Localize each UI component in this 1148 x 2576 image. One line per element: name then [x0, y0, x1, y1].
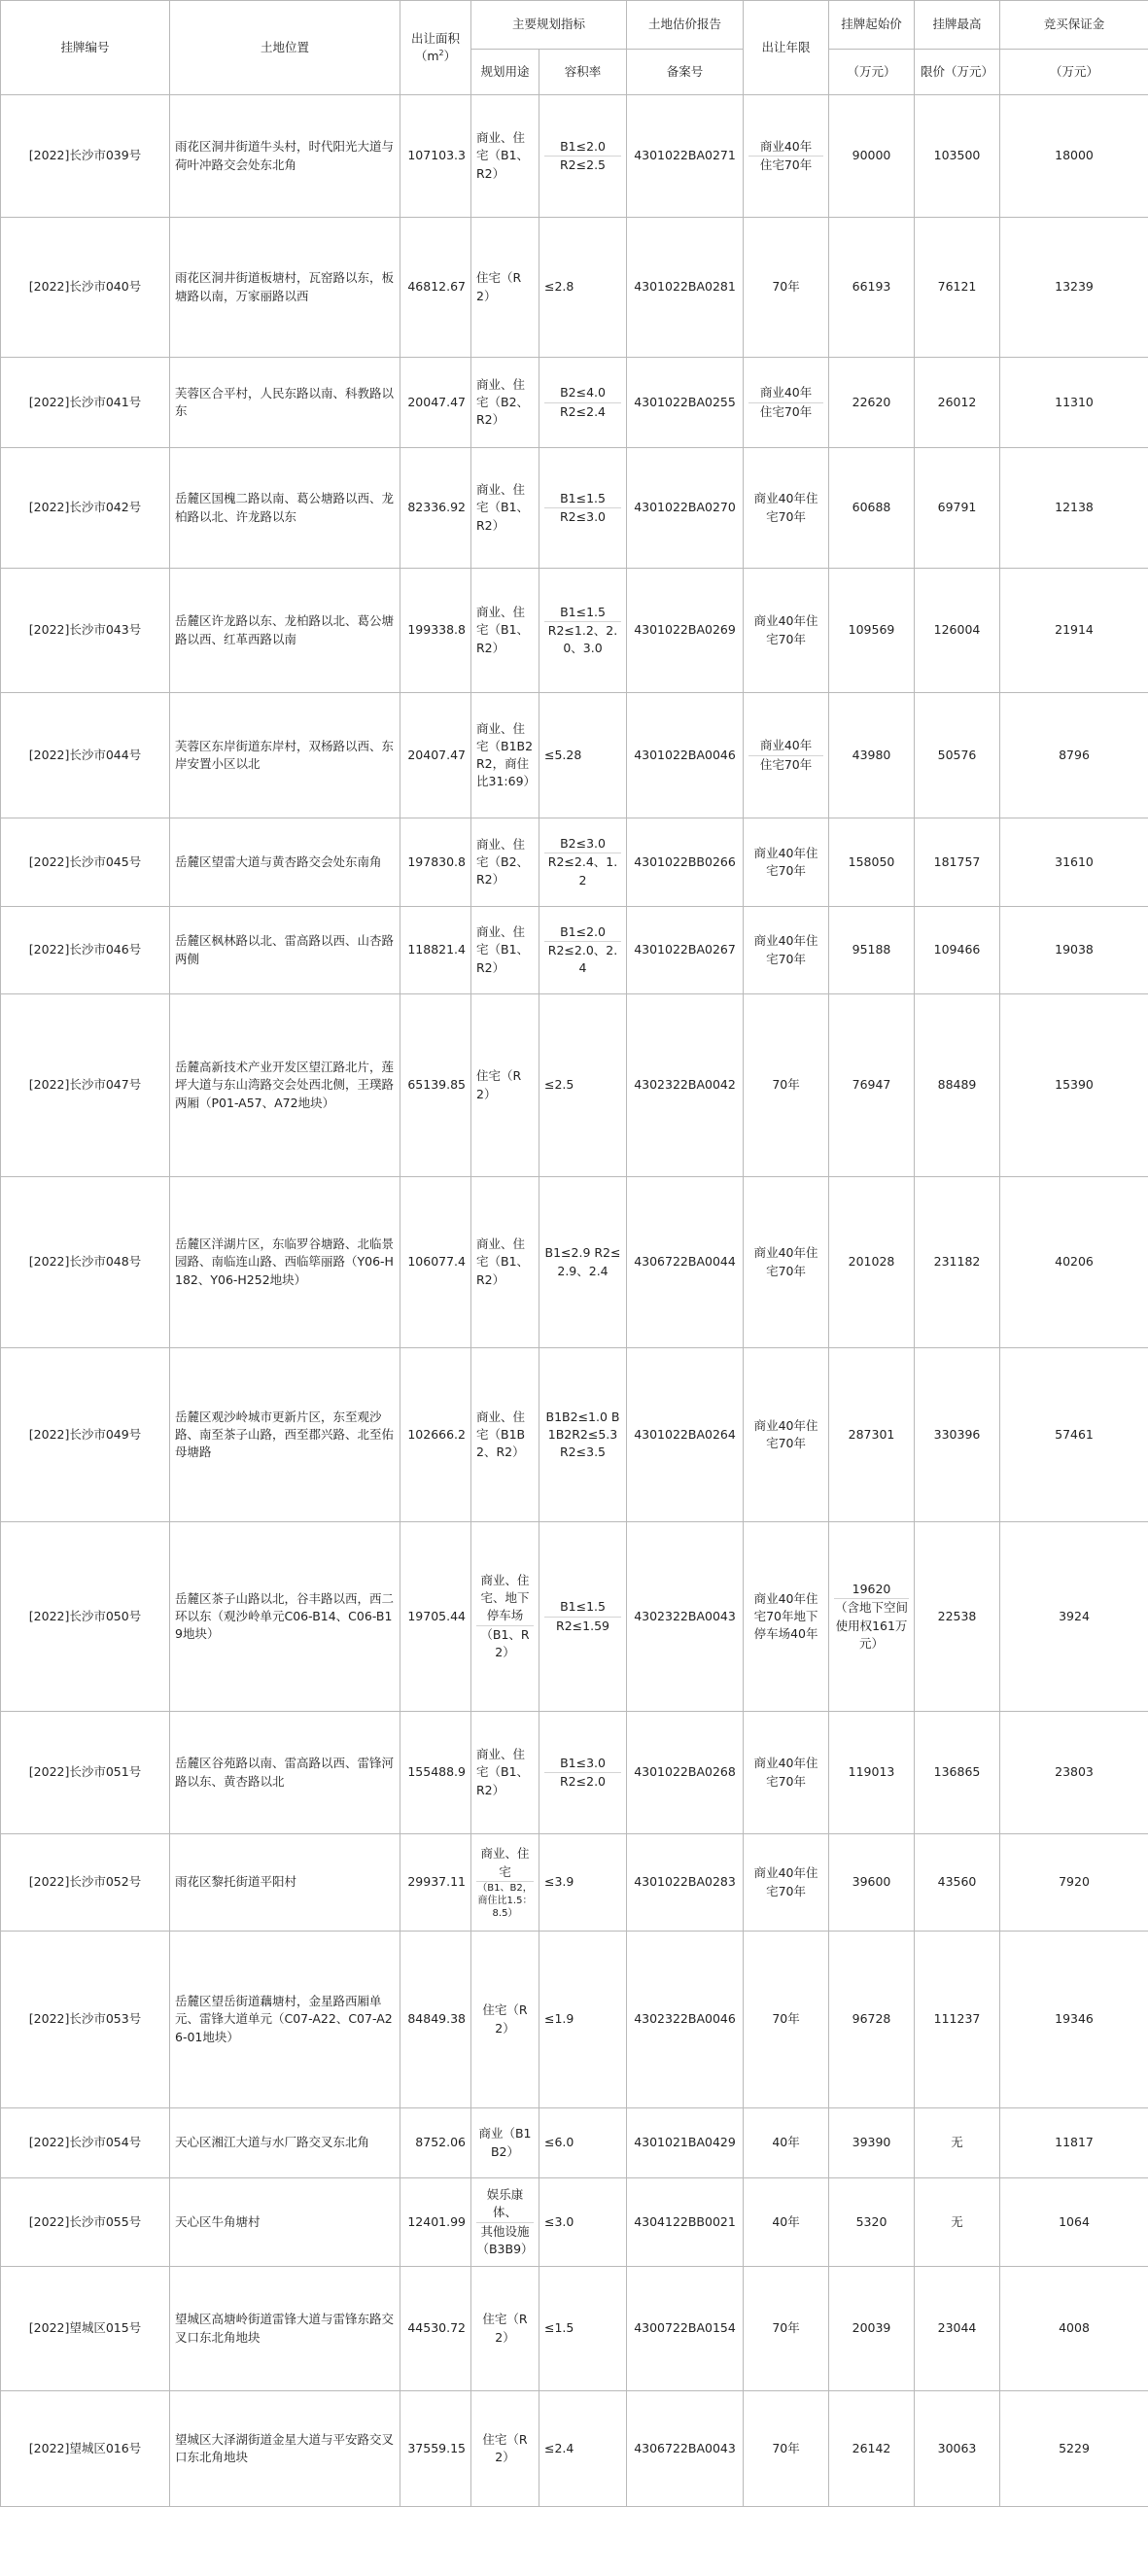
- cell-term: 70年: [744, 218, 829, 358]
- cell-area: 107103.3: [400, 95, 471, 218]
- cell-code: [2022]长沙市045号: [1, 818, 170, 907]
- cell-term: 商业40年住宅70年地下停车场40年: [744, 1522, 829, 1712]
- far-line: R2≤2.0、2.4: [544, 941, 621, 977]
- cell-term: [744, 693, 829, 818]
- start-note: （含地下空间使用权161万元）: [834, 1598, 909, 1652]
- term-line: 住宅70年: [748, 755, 823, 774]
- cell-deposit: 57461: [1000, 1348, 1148, 1522]
- cell-deposit: 1064: [1000, 2178, 1148, 2267]
- cell-report: 4301022BA0255: [627, 358, 744, 448]
- cell-area: 20047.47: [400, 358, 471, 448]
- cell-area: 19705.44: [400, 1522, 471, 1712]
- cell-report: 4302322BA0046: [627, 1932, 744, 2108]
- cell-deposit: 19038: [1000, 907, 1148, 994]
- table-row: [1, 693, 1148, 818]
- cell-max: 330396: [915, 1348, 1000, 1522]
- cell-area: 84849.38: [400, 1932, 471, 2108]
- far-line: B1≤2.0: [560, 138, 606, 154]
- cell-max: 50576: [915, 693, 1000, 818]
- cell-max: 103500: [915, 95, 1000, 218]
- cell-code: [2022]长沙市050号: [1, 1522, 170, 1712]
- cell-start: 39390: [829, 2108, 915, 2178]
- far-line: B1≤1.5: [560, 1599, 606, 1615]
- header-deposit: 竞买保证金: [1000, 1, 1148, 50]
- header-max: 挂牌最高: [915, 1, 1000, 50]
- header-area: [400, 1, 471, 95]
- cell-max: 76121: [915, 218, 1000, 358]
- cell-far: ≤2.4: [539, 2391, 627, 2507]
- far-line: R2≤3.0: [544, 507, 621, 526]
- cell-area: 46812.67: [400, 218, 471, 358]
- cell-term: 商业40年住宅70年: [744, 1177, 829, 1348]
- cell-term: 商业40年住宅70年: [744, 1834, 829, 1932]
- far-line: B2≤4.0: [560, 385, 606, 400]
- cell-location: 望城区高塘岭街道雷锋大道与雷锋东路交叉口东北角地块: [170, 2267, 400, 2391]
- cell-far: ≤6.0: [539, 2108, 627, 2178]
- cell-start: 95188: [829, 907, 915, 994]
- cell-report: 4301022BA0283: [627, 1834, 744, 1932]
- cell-term: [744, 358, 829, 448]
- cell-term: 70年: [744, 2391, 829, 2507]
- cell-report: 4301022BA0264: [627, 1348, 744, 1522]
- cell-far: ≤3.0: [539, 2178, 627, 2267]
- header-start-unit: （万元）: [829, 50, 915, 95]
- cell-use: 住宅（R2）: [471, 994, 539, 1177]
- cell-max: 26012: [915, 358, 1000, 448]
- cell-use: 商业、住宅（B1、R2）: [471, 95, 539, 218]
- table-row: [1, 569, 1148, 693]
- table-row: [1, 907, 1148, 994]
- cell-area: 106077.4: [400, 1177, 471, 1348]
- cell-location: 岳麓区许龙路以东、龙柏路以北、葛公塘路以西、红革西路以南: [170, 569, 400, 693]
- cell-far: [539, 1522, 627, 1712]
- cell-location: 望城区大泽湖街道金星大道与平安路交叉口东北角地块: [170, 2391, 400, 2507]
- cell-far: [539, 818, 627, 907]
- cell-report: 4301022BB0266: [627, 818, 744, 907]
- cell-max: 126004: [915, 569, 1000, 693]
- header-report-no: 备案号: [627, 50, 744, 95]
- cell-use: 住宅（R2）: [471, 2391, 539, 2507]
- table-row: [1, 95, 1148, 218]
- cell-term: 商业40年住宅70年: [744, 448, 829, 569]
- cell-start: 109569: [829, 569, 915, 693]
- cell-far: ≤3.9: [539, 1834, 627, 1932]
- cell-max: 88489: [915, 994, 1000, 1177]
- cell-start: 43980: [829, 693, 915, 818]
- cell-start: [829, 1522, 915, 1712]
- far-line: R2≤2.4: [544, 402, 621, 421]
- cell-location: 雨花区黎托街道平阳村: [170, 1834, 400, 1932]
- use-line: 其他设施（B3B9）: [476, 2222, 534, 2258]
- cell-start: 66193: [829, 218, 915, 358]
- cell-report: 4301022BA0268: [627, 1712, 744, 1834]
- far-line: B1≤2.0: [560, 923, 606, 939]
- cell-area: 82336.92: [400, 448, 471, 569]
- cell-deposit: 40206: [1000, 1177, 1148, 1348]
- cell-code: [2022]长沙市055号: [1, 2178, 170, 2267]
- cell-code: [2022]长沙市041号: [1, 358, 170, 448]
- cell-max: 22538: [915, 1522, 1000, 1712]
- cell-report: 4306722BA0043: [627, 2391, 744, 2507]
- far-line: R2≤1.2、2.0、3.0: [544, 621, 621, 657]
- cell-max: 23044: [915, 2267, 1000, 2391]
- header-row: [1, 1, 1148, 50]
- cell-area: 12401.99: [400, 2178, 471, 2267]
- cell-start: 158050: [829, 818, 915, 907]
- cell-start: 60688: [829, 448, 915, 569]
- table-row: [1, 218, 1148, 358]
- cell-code: [2022]长沙市043号: [1, 569, 170, 693]
- cell-max: 无: [915, 2108, 1000, 2178]
- far-line: R2≤2.4、1.2: [544, 853, 621, 888]
- cell-use: 商业、住宅（B1B2、R2）: [471, 1348, 539, 1522]
- header-area-label: 出让面积: [410, 30, 460, 46]
- header-report: 土地估价报告: [627, 1, 744, 50]
- cell-location: 岳麓区茶子山路以北，谷丰路以西，西二环以东（观沙岭单元C06-B14、C06-B19地块）: [170, 1522, 400, 1712]
- cell-code: [2022]长沙市046号: [1, 907, 170, 994]
- cell-location: 雨花区洞井街道牛头村，时代阳光大道与荷叶冲路交会处东北角: [170, 95, 400, 218]
- cell-area: 118821.4: [400, 907, 471, 994]
- cell-start: 76947: [829, 994, 915, 1177]
- far-line: R2≤2.5: [544, 156, 621, 174]
- cell-use: [471, 1522, 539, 1712]
- term-line: 住宅70年: [748, 156, 823, 174]
- cell-area: 29937.11: [400, 1834, 471, 1932]
- cell-deposit: 7920: [1000, 1834, 1148, 1932]
- cell-deposit: 11310: [1000, 358, 1148, 448]
- cell-code: [2022]长沙市040号: [1, 218, 170, 358]
- table-row: [1, 1834, 1148, 1932]
- cell-start: 22620: [829, 358, 915, 448]
- cell-report: 4301022BA0267: [627, 907, 744, 994]
- cell-far: ≤2.5: [539, 994, 627, 1177]
- far-line: B1≤1.5: [560, 490, 606, 505]
- cell-location: 芙蓉区合平村，人民东路以南、科教路以东: [170, 358, 400, 448]
- cell-deposit: 3924: [1000, 1522, 1148, 1712]
- cell-report: 4301022BA0269: [627, 569, 744, 693]
- cell-code: [2022]长沙市044号: [1, 693, 170, 818]
- cell-location: 岳麓区谷苑路以南、雷高路以西、雷锋河路以东、黄杏路以北: [170, 1712, 400, 1834]
- cell-term: [744, 95, 829, 218]
- cell-deposit: 23803: [1000, 1712, 1148, 1834]
- cell-start: 119013: [829, 1712, 915, 1834]
- cell-far: ≤2.8: [539, 218, 627, 358]
- table-row: [1, 2391, 1148, 2507]
- use-line: 商业、住宅、地下停车场: [480, 1573, 530, 1623]
- start-line: 19620: [852, 1582, 891, 1597]
- cell-term: 40年: [744, 2108, 829, 2178]
- cell-start: 39600: [829, 1834, 915, 1932]
- cell-term: 商业40年住宅70年: [744, 818, 829, 907]
- cell-use: 商业、住宅（B2、R2）: [471, 818, 539, 907]
- cell-deposit: 8796: [1000, 693, 1148, 818]
- cell-deposit: 12138: [1000, 448, 1148, 569]
- cell-area: 199338.8: [400, 569, 471, 693]
- use-note: （B1、B2，商住比1.5：8.5）: [477, 1882, 533, 1919]
- table-row: [1, 1932, 1148, 2108]
- cell-deposit: 13239: [1000, 218, 1148, 358]
- cell-use: 商业（B1B2）: [471, 2108, 539, 2178]
- cell-code: [2022]望城区016号: [1, 2391, 170, 2507]
- cell-use: 住宅（R2）: [471, 2267, 539, 2391]
- table-row: [1, 994, 1148, 1177]
- cell-max: 111237: [915, 1932, 1000, 2108]
- far-line: R2≤2.0: [544, 1772, 621, 1791]
- table-row: [1, 2267, 1148, 2391]
- cell-report: 4301022BA0271: [627, 95, 744, 218]
- use-line: （B1、R2）: [476, 1625, 534, 1661]
- cell-use: [471, 1834, 539, 1932]
- cell-location: 天心区湘江大道与水厂路交叉东北角: [170, 2108, 400, 2178]
- header-location: 土地位置: [170, 1, 400, 95]
- cell-area: 8752.06: [400, 2108, 471, 2178]
- far-line: B1≤1.5: [560, 604, 606, 619]
- cell-area: 44530.72: [400, 2267, 471, 2391]
- cell-deposit: 15390: [1000, 994, 1148, 1177]
- cell-max: 69791: [915, 448, 1000, 569]
- cell-max: 无: [915, 2178, 1000, 2267]
- cell-start: 26142: [829, 2391, 915, 2507]
- cell-far: B1≤2.9 R2≤2.9、2.4: [539, 1177, 627, 1348]
- table-row: [1, 1522, 1148, 1712]
- cell-deposit: 4008: [1000, 2267, 1148, 2391]
- cell-area: 37559.15: [400, 2391, 471, 2507]
- cell-far: [539, 1712, 627, 1834]
- cell-term: 商业40年住宅70年: [744, 1348, 829, 1522]
- cell-use: 商业、住宅（B1、R2）: [471, 907, 539, 994]
- cell-report: 4306722BA0044: [627, 1177, 744, 1348]
- cell-term: 70年: [744, 994, 829, 1177]
- cell-max: 231182: [915, 1177, 1000, 1348]
- table-row: [1, 2178, 1148, 2267]
- cell-start: 201028: [829, 1177, 915, 1348]
- cell-report: 4302322BA0042: [627, 994, 744, 1177]
- cell-code: [2022]长沙市047号: [1, 994, 170, 1177]
- cell-report: 4304122BB0021: [627, 2178, 744, 2267]
- header-start: 挂牌起始价: [829, 1, 915, 50]
- term-line: 商业40年: [759, 738, 813, 753]
- cell-far: ≤1.5: [539, 2267, 627, 2391]
- term-line: 商业40年: [759, 138, 813, 154]
- table-row: [1, 2108, 1148, 2178]
- use-line: 娱乐康体、: [486, 2187, 524, 2220]
- header-planning: 主要规划指标: [471, 1, 627, 50]
- cell-location: 芙蓉区东岸街道东岸村，双杨路以西、东岸安置小区以北: [170, 693, 400, 818]
- header-max-unit: 限价（万元）: [915, 50, 1000, 95]
- cell-far: B1B2≤1.0 B1B2R2≤5.3 R2≤3.5: [539, 1348, 627, 1522]
- cell-deposit: 18000: [1000, 95, 1148, 218]
- cell-max: 181757: [915, 818, 1000, 907]
- cell-location: 岳麓区观沙岭城市更新片区，东至观沙路、南至茶子山路，西至郡兴路、北至佑母塘路: [170, 1348, 400, 1522]
- table-row: [1, 818, 1148, 907]
- cell-use: 商业、住宅（B1B2R2，商住比31:69）: [471, 693, 539, 818]
- header-far: 容积率: [539, 50, 627, 95]
- table-row: [1, 1348, 1148, 1522]
- cell-start: 5320: [829, 2178, 915, 2267]
- header-deposit-unit: （万元）: [1000, 50, 1148, 95]
- table-row: [1, 358, 1148, 448]
- term-line: 住宅70年: [748, 402, 823, 421]
- cell-code: [2022]长沙市048号: [1, 1177, 170, 1348]
- cell-location: 岳麓区枫林路以北、雷高路以西、山杏路两侧: [170, 907, 400, 994]
- use-line: 商业、住宅: [480, 1846, 530, 1879]
- cell-area: 197830.8: [400, 818, 471, 907]
- cell-code: [2022]望城区015号: [1, 2267, 170, 2391]
- cell-location: 岳麓高新技术产业开发区望江路北片，莲坪大道与东山湾路交会处西北侧，王璞路两厢（P01-A57、A72地块）: [170, 994, 400, 1177]
- cell-far: [539, 907, 627, 994]
- cell-code: [2022]长沙市049号: [1, 1348, 170, 1522]
- cell-report: 4300722BA0154: [627, 2267, 744, 2391]
- cell-max: 136865: [915, 1712, 1000, 1834]
- cell-report: 4301022BA0270: [627, 448, 744, 569]
- cell-far: [539, 448, 627, 569]
- cell-term: 商业40年住宅70年: [744, 569, 829, 693]
- cell-area: 20407.47: [400, 693, 471, 818]
- cell-use: 住宅（R2）: [471, 1932, 539, 2108]
- cell-far: ≤1.9: [539, 1932, 627, 2108]
- cell-start: 287301: [829, 1348, 915, 1522]
- cell-use: 商业、住宅（B1、R2）: [471, 448, 539, 569]
- cell-term: 70年: [744, 2267, 829, 2391]
- cell-code: [2022]长沙市053号: [1, 1932, 170, 2108]
- cell-location: 岳麓区国槐二路以南、葛公塘路以西、龙柏路以北、许龙路以东: [170, 448, 400, 569]
- header-code: 挂牌编号: [1, 1, 170, 95]
- cell-area: 155488.9: [400, 1712, 471, 1834]
- cell-report: 4301021BA0429: [627, 2108, 744, 2178]
- cell-use: 商业、住宅（B1、R2）: [471, 1712, 539, 1834]
- cell-code: [2022]长沙市042号: [1, 448, 170, 569]
- header-area-unit-sup: 2: [438, 48, 444, 57]
- cell-far: ≤5.28: [539, 693, 627, 818]
- header-area-unit-close: ）: [443, 49, 457, 64]
- header-planning-use: 规划用途: [471, 50, 539, 95]
- cell-report: 4301022BA0046: [627, 693, 744, 818]
- cell-use: 商业、住宅（B1、R2）: [471, 1177, 539, 1348]
- cell-start: 90000: [829, 95, 915, 218]
- far-line: B1≤3.0: [560, 1755, 606, 1770]
- cell-term: 40年: [744, 2178, 829, 2267]
- far-line: R2≤1.59: [544, 1617, 621, 1635]
- header-term: 出让年限: [744, 1, 829, 95]
- cell-area: 102666.2: [400, 1348, 471, 1522]
- cell-location: 岳麓区望岳街道藕塘村，金星路西厢单元、雷锋大道单元（C07-A22、C07-A26-01地块）: [170, 1932, 400, 2108]
- cell-max: 109466: [915, 907, 1000, 994]
- cell-term: 商业40年住宅70年: [744, 1712, 829, 1834]
- cell-use: 商业、住宅（B2、R2）: [471, 358, 539, 448]
- table-row: [1, 1712, 1148, 1834]
- table-row: [1, 1177, 1148, 1348]
- cell-code: [2022]长沙市039号: [1, 95, 170, 218]
- cell-use: [471, 2178, 539, 2267]
- cell-code: [2022]长沙市052号: [1, 1834, 170, 1932]
- far-line: B2≤3.0: [560, 836, 606, 852]
- cell-start: 96728: [829, 1932, 915, 2108]
- cell-use: 商业、住宅（B1、R2）: [471, 569, 539, 693]
- cell-code: [2022]长沙市054号: [1, 2108, 170, 2178]
- cell-far: [539, 569, 627, 693]
- cell-max: 43560: [915, 1834, 1000, 1932]
- cell-term: 商业40年住宅70年: [744, 907, 829, 994]
- cell-term: 70年: [744, 1932, 829, 2108]
- cell-deposit: 21914: [1000, 569, 1148, 693]
- cell-far: [539, 358, 627, 448]
- cell-max: 30063: [915, 2391, 1000, 2507]
- table-row: [1, 448, 1148, 569]
- term-line: 商业40年: [759, 385, 813, 400]
- cell-location: 岳麓区望雷大道与黄杏路交会处东南角: [170, 818, 400, 907]
- cell-location: 雨花区洞井街道板塘村，瓦窑路以东，板塘路以南，万家丽路以西: [170, 218, 400, 358]
- cell-start: 20039: [829, 2267, 915, 2391]
- cell-code: [2022]长沙市051号: [1, 1712, 170, 1834]
- cell-deposit: 11817: [1000, 2108, 1148, 2178]
- cell-deposit: 31610: [1000, 818, 1148, 907]
- cell-deposit: 5229: [1000, 2391, 1148, 2507]
- header-area-unit: （m: [414, 49, 439, 64]
- cell-location: 岳麓区洋湖片区，东临罗谷塘路、北临景园路、南临连山路、西临筚丽路（Y06-H182、Y06-H252地块）: [170, 1177, 400, 1348]
- cell-location: 天心区牛角塘村: [170, 2178, 400, 2267]
- cell-report: 4301022BA0281: [627, 218, 744, 358]
- cell-area: 65139.85: [400, 994, 471, 1177]
- cell-use: 住宅（R2）: [471, 218, 539, 358]
- cell-deposit: 19346: [1000, 1932, 1148, 2108]
- cell-report: 4302322BA0043: [627, 1522, 744, 1712]
- cell-far: [539, 95, 627, 218]
